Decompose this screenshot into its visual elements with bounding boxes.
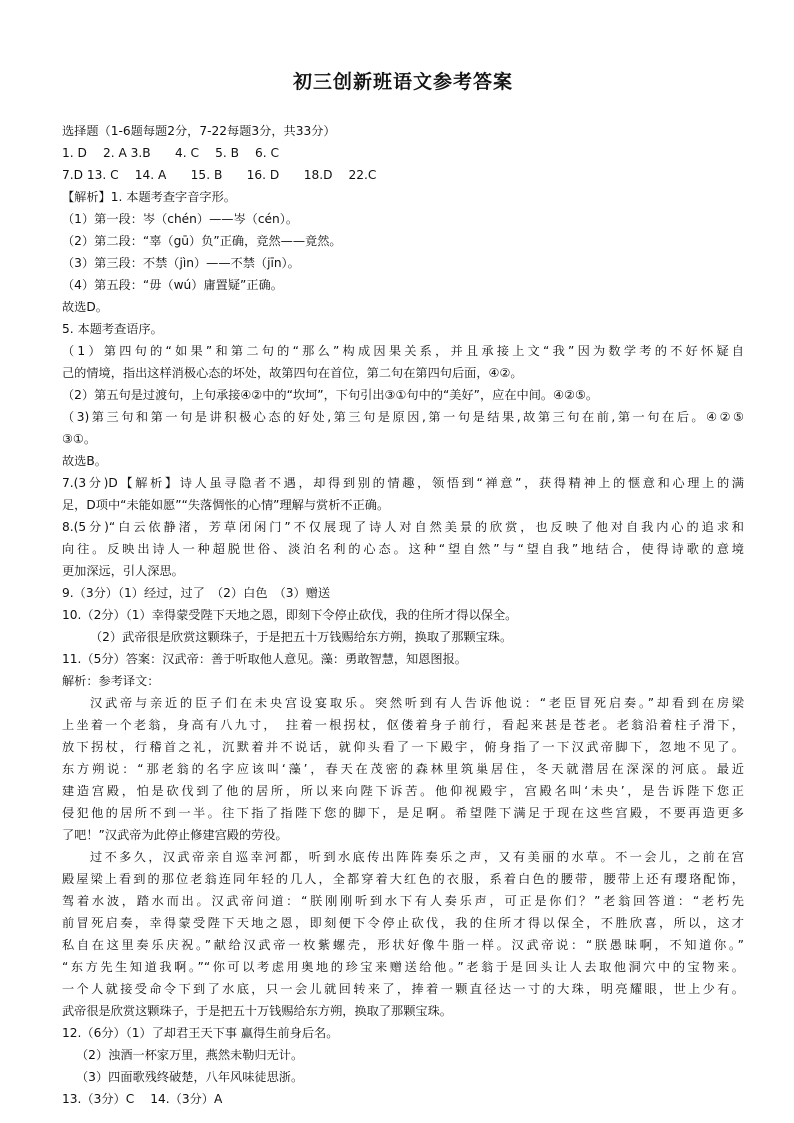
answer-line: 过不多久，汉武帝亲自巡幸河都，听到水底传出阵阵奏乐之声，又有美丽的水草。不一会儿，之前在宫	[90, 850, 744, 864]
answer-line: 汉武帝与亲近的臣子们在未央宫设宴取乐。突然听到有人告诉他说：“老臣冒死启奏。”却看到在房梁	[90, 696, 744, 710]
answer-line: （1）第一段：岑（chén）——岑（cén）。	[62, 212, 299, 226]
answer-line: 向往。反映出诗人一种超脱世俗、淡泊名利的心态。这种“望自然”与“望自我”地结合，使得诗歌的意境	[62, 542, 744, 556]
answer-line: 解析：参考译文：	[62, 674, 160, 688]
answer-line: 己的情境，指出这样消极心态的坏处，故第四句在首位，第二句在第四句后面，④②。	[62, 366, 523, 380]
answer-line: 故选B。	[62, 454, 107, 468]
answer-line: （2）浊酒一杯家万里，燕然未勒归无计。	[76, 1048, 304, 1062]
answer-line: （3）第三段：不禁（jìn）——不禁（jīn）。	[62, 256, 300, 270]
answer-line: 7.(3分)D【解析】诗人虽寻隐者不遇，却得到别的情趣，领悟到“禅意”，获得精神上的惬意和心理上的满	[62, 476, 744, 490]
answer-line: 8.(5分)“白云依静渚，芳草闭闲门”不仅展现了诗人对自然美景的欣赏，也反映了他对自我内心的追求和	[62, 520, 744, 534]
answer-line: 私自在这里奏乐庆祝。”献给汉武帝一枚紫螺壳，形状好像牛脂一样。汉武帝说：“朕愚昧啊，不知道你。”	[62, 938, 744, 952]
answer-line: ③①。	[62, 432, 97, 446]
answer-line: 放下拐杖，行稽首之礼，沉默着并不说话，就仰头看了一下殿宇，俯身指了一下汉武帝脚下，忽地不见了。	[62, 740, 744, 754]
answer-line: 了吧！”汉武帝为此停止修建宫殿的劳役。	[62, 828, 288, 842]
answer-line: 选择题（1-6题每题2分，7-22每题3分，共33分）	[62, 124, 336, 138]
answer-line: 12.（6分）（1）了却君王天下事 赢得生前身后名。	[62, 1026, 339, 1040]
answer-line: （3）四面歌残终破楚，八年风味徒思浙。	[76, 1070, 304, 1084]
answer-line: 足，D项中“未能如愿”“失落惆怅的心情”理解与赏析不正确。	[62, 498, 390, 512]
answer-line: 驾着水波，踏水而出。汉武帝问道：“朕刚刚听到水下有人奏乐声，可正是你们？”老翁回答道：“老朽先	[62, 894, 744, 908]
answer-line: （1）第四句的“如果”和第二句的“那么”构成因果关系，并且承接上文“我”因为数学考的不好怀疑自	[62, 344, 744, 358]
answer-line: 13.（3分）C 14.（3分）A	[62, 1092, 223, 1106]
answer-line: 5. 本题考查语序。	[62, 322, 163, 336]
answer-line: 故选D。	[62, 300, 108, 314]
answer-line: （3)第三句和第一句是讲积极心态的好处,第三句是原因,第一句是结果,故第三句在前,第一句在后。④②⑤	[62, 410, 744, 424]
answer-body	[62, 120, 744, 1110]
answer-line: 11.（5分）答案：汉武帝：善于听取他人意见。藻：勇敢智慧，知恩图报。	[62, 652, 467, 666]
answer-line: （2）第五句是过渡句，上句承接④②中的“坎坷”，下句引出③①句中的“美好”，应在中间。④②⑤。	[62, 388, 599, 402]
answer-line: 建造宫殿，怕是砍伐到了他的居所，所以来向陛下诉苦。他仰视殿宇，宫殿名叫‘未央’，是告诉陛下您正	[62, 784, 744, 798]
answer-line: 上坐着一个老翁，身高有八九寸， 拄着一根拐杖，伛偻着身子前行，看起来甚是苍老。老翁沿着柱子滑下，	[62, 718, 744, 732]
answer-line: 前冒死启奏，幸得蒙受陛下天地之恩，即刻便下令停止砍伐，我的住所才得以保全，不胜欣喜，所以，这才	[62, 916, 744, 930]
answer-line: 东方朔说：“那老翁的名字应该叫‘藻’，春天在茂密的森林里筑巢居住，冬天就潜居在深深的河底。最近	[62, 762, 744, 776]
answer-line: “东方先生知道我啊。”“你可以考虑用奥地的珍宝来赠送给他。”老翁于是回头让人去取他洞穴中的宝物来。	[62, 960, 744, 974]
answer-line: （4）第五段：“毋（wú）庸置疑”正确。	[62, 278, 283, 292]
answer-line: 7.D 13. C 14. A 15. B 16. D 18.D 22.C	[62, 168, 377, 182]
answer-line: （2）武帝很是欣赏这颗珠子，于是把五十万钱赐给东方朔，换取了那颗宝珠。	[90, 630, 513, 644]
answer-line: 一个人就接受命令下到了水底，只一会儿就回转来了，捧着一颗直径达一寸的大珠，明亮耀眼，世上少有。	[62, 982, 744, 996]
page-title: 初三创新班语文参考答案	[292, 71, 513, 93]
answer-line: 10.（2分）（1）幸得蒙受陛下天地之恩，即刻下令停止砍伐，我的住所才得以保全。	[62, 608, 518, 622]
answer-line: 侵犯他的居所不到一半。往下指了指陛下您的脚下，是足啊。希望陛下满足于现在这些宫殿，不要再造更多	[62, 806, 744, 820]
answer-line: 更加深远，引人深思。	[62, 564, 184, 578]
answer-line: 9.（3分）（1）经过，过了 （2）白色 （3）赠送	[62, 586, 331, 600]
answer-line: 1. D 2. A 3.B 4. C 5. B 6. C	[62, 146, 280, 160]
answer-line: 殿屋梁上看到的那位老翁连同年轻的几人，全都穿着大红色的衣服，系着白色的腰带，腰带上还有璎珞配饰，	[62, 872, 744, 886]
answer-line: 【解析】1. 本题考查字音字形。	[62, 190, 236, 204]
answer-line: （2）第二段：“辜（gū）负”正确，竞然——竟然。	[62, 234, 342, 248]
answer-line: 武帝很是欣赏这颗珠子，于是把五十万钱赐给东方朔，换取了那颗宝珠。	[62, 1004, 452, 1018]
